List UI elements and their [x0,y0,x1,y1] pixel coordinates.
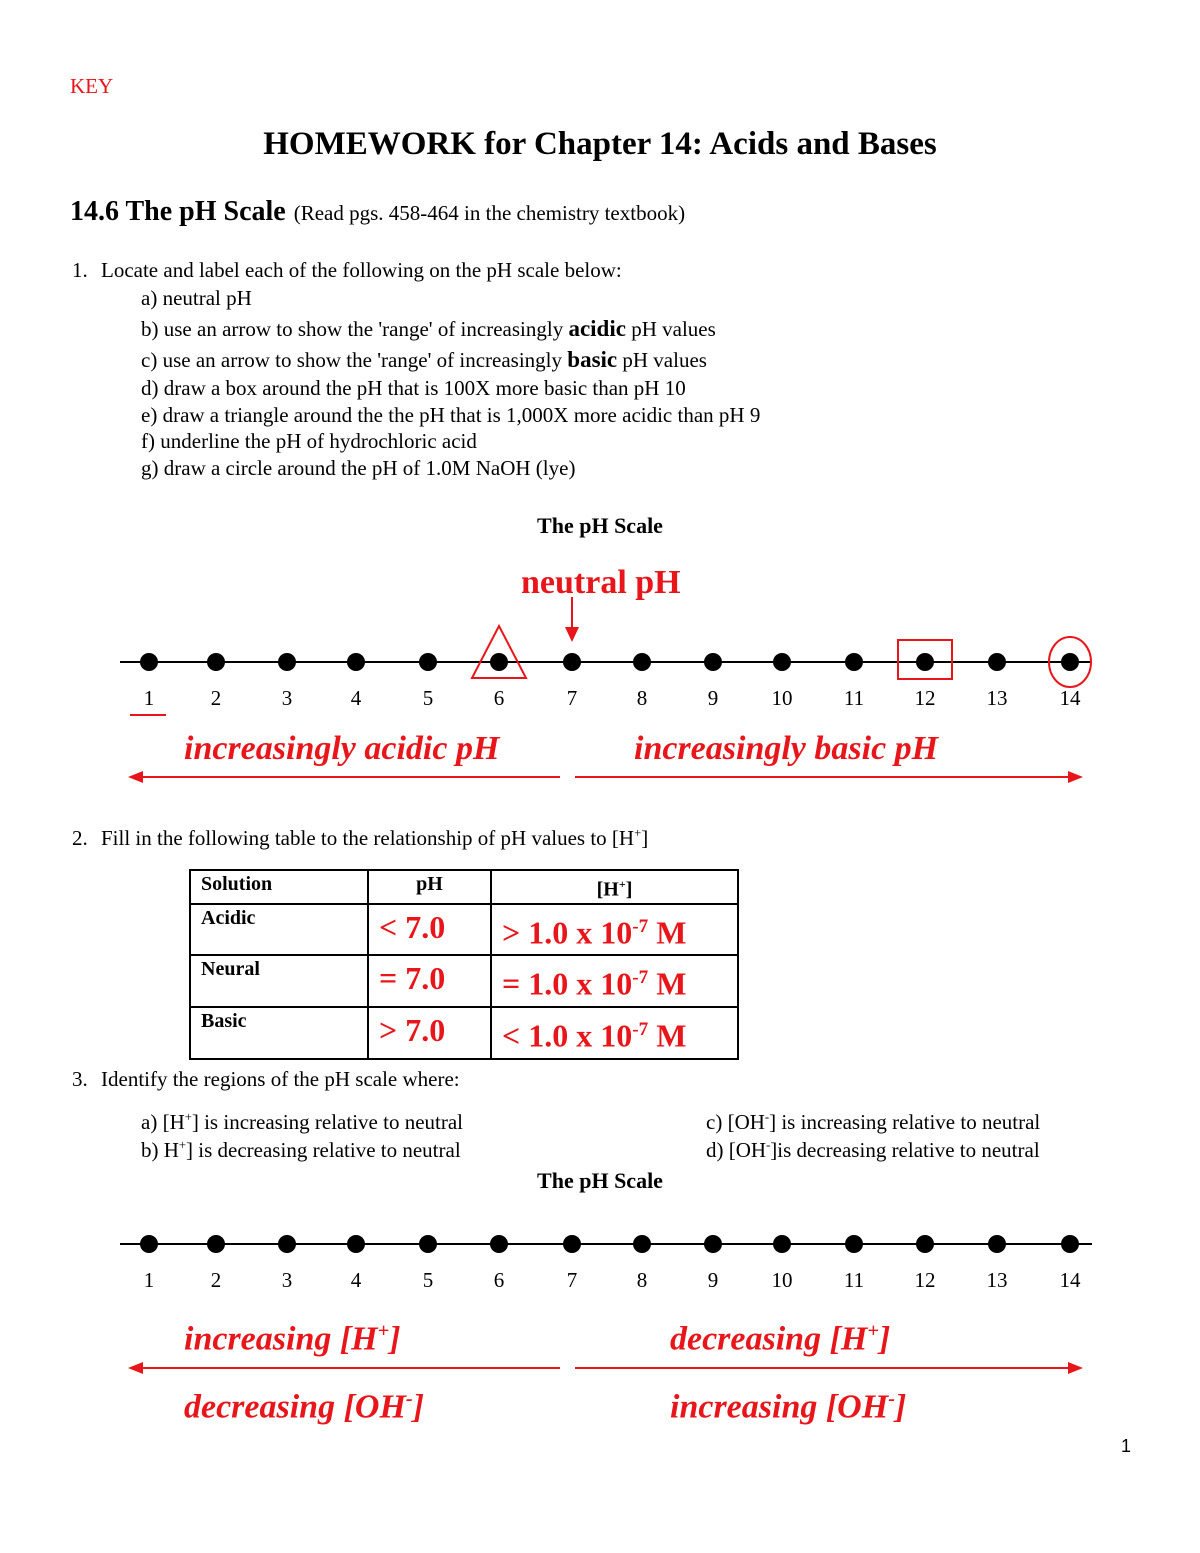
question-text-main: Fill in the following table to the relationship of pH values to [H [101,826,635,850]
list-item [706,1138,1040,1163]
scale-dot [633,653,651,671]
tick-label: 12 [914,686,936,710]
scale-dot [773,653,791,671]
superscript: + [867,1320,879,1342]
item-letter: c) [706,1110,723,1134]
h-value-base: > 1.0 x 10 [502,914,633,951]
basic-arrowhead [1068,771,1083,783]
label-text: ] [894,1388,907,1426]
table-row [190,904,738,956]
decreasing-oh-label [184,1388,424,1426]
ph-value: > 7.0 [368,1007,491,1059]
tick-label: 10 [771,686,793,710]
tick-label: 5 [422,1268,434,1292]
superscript: - [888,1388,895,1410]
header-h-end: ] [625,878,633,901]
item-text: pH values [617,348,707,372]
item-bold: acidic [568,316,626,341]
scale-dot [845,653,863,671]
list-item [141,1138,461,1163]
scale-dot [490,653,508,671]
scale-dot [704,653,722,671]
increasing-h-label [184,1320,401,1358]
item-text: [H [162,1110,185,1134]
key-label: KEY [70,74,114,98]
left-arrowhead [128,1362,143,1374]
table-row [190,1007,738,1059]
tick-label: 1 [143,1268,155,1292]
item-text: draw a triangle around the the pH that is 1,000X more acidic than pH 9 [162,403,761,427]
item-letter: a) [141,286,158,310]
scale-dot [207,1235,225,1253]
scale-dot [633,1235,651,1253]
tick-label: 12 [914,1268,936,1292]
tick-label: 7 [566,686,578,710]
item-text: ] is increasing relative to neutral [769,1110,1041,1134]
item-text: [OH [727,1110,765,1134]
item-letter: d) [141,376,159,400]
scale-dot [988,653,1006,671]
scale-dot [563,1235,581,1253]
list-item [141,1110,463,1135]
tick-label: 7 [566,1268,578,1292]
h-unit: M [648,965,687,1002]
question-text: Locate and label each of the following on the pH scale below: [101,258,622,282]
header-h-base: [H [596,878,619,901]
item-text: use an arrow to show the 'range' of increasingly [162,348,568,372]
header-solution: Solution [190,870,368,904]
tick-label: 6 [493,686,505,710]
question-number: 3. [72,1067,88,1091]
header-ph: pH [368,870,491,904]
item-letter: b) [141,1138,159,1162]
scale-dot [278,1235,296,1253]
label-text: ] [878,1320,891,1358]
superscript: + [178,1138,187,1152]
h-unit: M [648,1017,687,1054]
right-arrowhead [1068,1362,1083,1374]
question-text: Identify the regions of the pH scale where: [101,1067,460,1091]
neutral-pointer-arrowhead [565,627,579,642]
tick-label: 9 [707,686,719,710]
item-letter: g) [141,456,159,480]
item-text: draw a box around the pH that is 100X more basic than pH 10 [163,376,686,400]
scale-dot [704,1235,722,1253]
h-value-base: < 1.0 x 10 [502,1017,633,1054]
label-text: ] [412,1388,425,1426]
ph-scale-2 [0,1200,1200,1400]
superscript: - [764,1110,770,1124]
superscript: + [634,826,642,840]
item-text: underline the pH of hydrochloric acid [160,429,477,453]
label-text: decreasing [OH [184,1388,406,1426]
scale-dot [207,653,225,671]
tick-label: 2 [210,1268,222,1292]
tick-label: 10 [771,1268,793,1292]
exponent: -7 [632,915,649,937]
h-value [491,955,738,1007]
ph-value: < 7.0 [368,904,491,956]
scale-dot [419,1235,437,1253]
scale-dot [1061,1235,1079,1253]
item-text: neutral pH [162,286,252,310]
item-bold: basic [567,347,618,372]
label-text: ] [389,1320,401,1358]
scale-dot [140,1235,158,1253]
tick-label: 8 [636,686,648,710]
table-row [190,955,738,1007]
item-text: use an arrow to show the 'range' of increasingly [163,317,569,341]
tick-label: 13 [986,1268,1008,1292]
item-letter: a) [141,1110,158,1134]
question-text-end: ] [641,826,649,850]
page-number: 1 [1121,1436,1132,1456]
row-label: Basic [190,1007,368,1059]
tick-label: 4 [350,686,362,710]
label-text: decreasing [H [670,1320,868,1358]
row-label: Neural [190,955,368,1007]
scale-dot [845,1235,863,1253]
scale-2-title: The pH Scale [537,1168,663,1193]
h-unit: M [648,914,687,951]
scale-dot [916,1235,934,1253]
acidic-range-label: increasingly acidic pH [184,730,500,767]
tick-label: 5 [422,686,434,710]
row-label: Acidic [190,904,368,956]
tick-label: 9 [707,1268,719,1292]
item-letter: f) [141,429,155,453]
scale-dot [347,1235,365,1253]
tick-label: 3 [281,686,293,710]
tick-label: 11 [843,1268,865,1292]
page-title: HOMEWORK for Chapter 14: Acids and Bases [263,126,937,162]
exponent: -7 [632,967,649,989]
superscript: + [618,877,626,891]
tick-label: 13 [986,686,1008,710]
tick-label: 2 [210,686,222,710]
tick-label: 14 [1059,1268,1081,1292]
scale-dot [419,653,437,671]
question-number: 1. [72,258,88,282]
increasing-oh-label [670,1388,906,1426]
item-text: H [163,1138,179,1162]
item-letter: e) [141,403,158,427]
tick-label: 14 [1059,686,1081,710]
item-text: draw a circle around the pH of 1.0M NaOH (lye) [163,456,576,480]
item-letter: c) [141,348,158,372]
scale-dot [563,653,581,671]
item-letter: d) [706,1138,724,1162]
decreasing-h-label [670,1320,890,1358]
scale-dot [140,653,158,671]
scale-dot [278,653,296,671]
superscript: - [405,1388,413,1410]
h-value [491,1007,738,1059]
scale-dot [916,653,934,671]
list-item [706,1110,1040,1135]
item-letter: b) [141,317,159,341]
superscript: + [377,1320,390,1342]
section-title: 14.6 The pH Scale [70,196,286,227]
ph-table [189,869,739,1060]
section-subtext: (Read pgs. 458-464 in the chemistry textbook) [293,201,686,225]
tick-label: 1 [143,686,155,710]
h-value [491,904,738,956]
acidic-arrowhead [128,771,143,783]
scale-dot [347,653,365,671]
h-value-base: = 1.0 x 10 [502,965,633,1002]
superscript: + [184,1110,192,1124]
scale-dot [988,1235,1006,1253]
ph-value: = 7.0 [368,955,491,1007]
exponent: -7 [632,1018,649,1040]
item-text: ] is decreasing relative to neutral [186,1138,461,1162]
question-text [101,826,648,850]
item-text: pH values [625,317,716,341]
neutral-ph-label: neutral pH [521,564,681,601]
header-h [491,870,738,904]
tick-label: 4 [350,1268,362,1292]
basic-range-label: increasingly basic pH [634,730,939,767]
question-2 [72,826,648,851]
item-text: ] is increasing relative to neutral [191,1110,464,1134]
scale-1-title: The pH Scale [537,513,663,538]
label-text: increasing [H [184,1320,378,1358]
tick-label: 11 [843,686,865,710]
superscript: - [766,1138,771,1152]
scale-dot [490,1235,508,1253]
item-text: [OH [728,1138,767,1162]
scale-dot [773,1235,791,1253]
question-number: 2. [72,826,88,850]
question-3 [72,1067,460,1092]
tick-label: 3 [281,1268,293,1292]
scale-dot [1061,653,1079,671]
table-header-row [190,870,738,904]
tick-label: 8 [636,1268,648,1292]
label-text: increasing [OH [670,1388,889,1426]
tick-label: 6 [493,1268,505,1292]
item-text: ]is decreasing relative to neutral [770,1138,1040,1162]
